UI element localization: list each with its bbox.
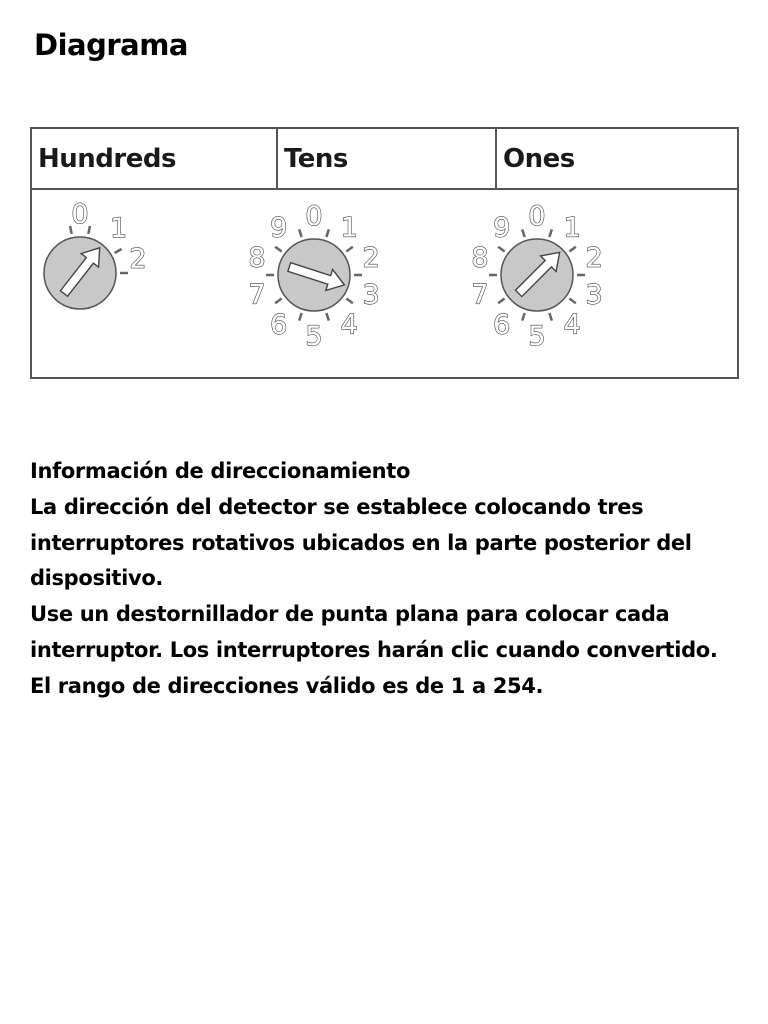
dial-tick — [299, 313, 301, 321]
dial-position-label: 1 — [563, 212, 581, 244]
dial-tick — [115, 249, 122, 253]
info-line: interruptores rotativos ubicados en la parte posterior del — [30, 530, 692, 555]
dial-tick — [326, 229, 328, 237]
dial-position-label: 2 — [362, 242, 380, 274]
dial-position-label: 9 — [270, 212, 288, 244]
dial-tick — [498, 247, 504, 252]
dial-position-label: 0 — [528, 201, 546, 232]
page-title: Diagrama — [34, 28, 188, 62]
column-header-ones: Ones — [497, 129, 737, 190]
info-line: La dirección del detector se establece colocando tres — [30, 494, 644, 519]
dial-tick — [549, 313, 551, 321]
dial-tick — [346, 247, 352, 252]
rotary-switch-tens[interactable] — [220, 191, 380, 361]
column-header-hundreds: Hundreds — [32, 129, 278, 190]
dial-tick — [522, 229, 524, 237]
dial-tick — [346, 299, 352, 304]
info-line: dispositivo. — [30, 566, 164, 591]
dial-tick — [498, 299, 504, 304]
info-line: interruptor. Los interruptores harán clic cuando convertido. — [30, 637, 718, 662]
dial-tick — [275, 299, 281, 304]
dial-position-label: 9 — [493, 212, 511, 244]
dial-position-label: 7 — [248, 279, 266, 311]
dial-position-label: 5 — [305, 321, 323, 352]
dial-position-label: 3 — [362, 279, 380, 311]
dial-position-label: 1 — [109, 213, 128, 245]
dial-position-label: 8 — [248, 242, 266, 274]
dial-tick — [299, 229, 301, 237]
dial-position-label: 6 — [270, 309, 288, 341]
dial-tick — [326, 313, 328, 321]
dial-position-label: 7 — [471, 279, 489, 311]
dial-position-label: 5 — [528, 321, 546, 352]
dial-tick — [569, 247, 575, 252]
info-line: El rango de direcciones válido es de 1 a 254. — [30, 673, 544, 698]
dial-position-label: 0 — [71, 199, 89, 230]
dial-tick — [275, 247, 281, 252]
info-heading: Información de direccionamiento — [30, 459, 411, 483]
dial-position-label: 1 — [340, 212, 358, 244]
dial-position-label: 2 — [129, 243, 147, 275]
dial-svg — [443, 191, 603, 361]
dial-position-label: 8 — [471, 242, 489, 274]
dial-position-label: 4 — [563, 309, 581, 341]
dial-tick — [522, 313, 524, 321]
rotary-switch-hundreds[interactable] — [40, 191, 160, 321]
column-header-tens: Tens — [278, 129, 497, 190]
dial-position-label: 6 — [493, 309, 511, 341]
addressing-info — [30, 454, 760, 705]
dial-position-label: 4 — [340, 309, 358, 341]
dial-position-label: 3 — [585, 279, 603, 311]
dial-tick — [569, 299, 575, 304]
rotary-switch-diagram — [30, 127, 739, 379]
dial-svg — [220, 191, 380, 361]
dial-position-label: 2 — [585, 242, 603, 274]
dial-tick — [549, 229, 551, 237]
dial-svg — [40, 191, 160, 321]
rotary-switch-ones[interactable] — [443, 191, 603, 361]
dial-position-label: 0 — [305, 201, 323, 232]
info-line: Use un destornillador de punta plana para colocar cada — [30, 602, 670, 627]
